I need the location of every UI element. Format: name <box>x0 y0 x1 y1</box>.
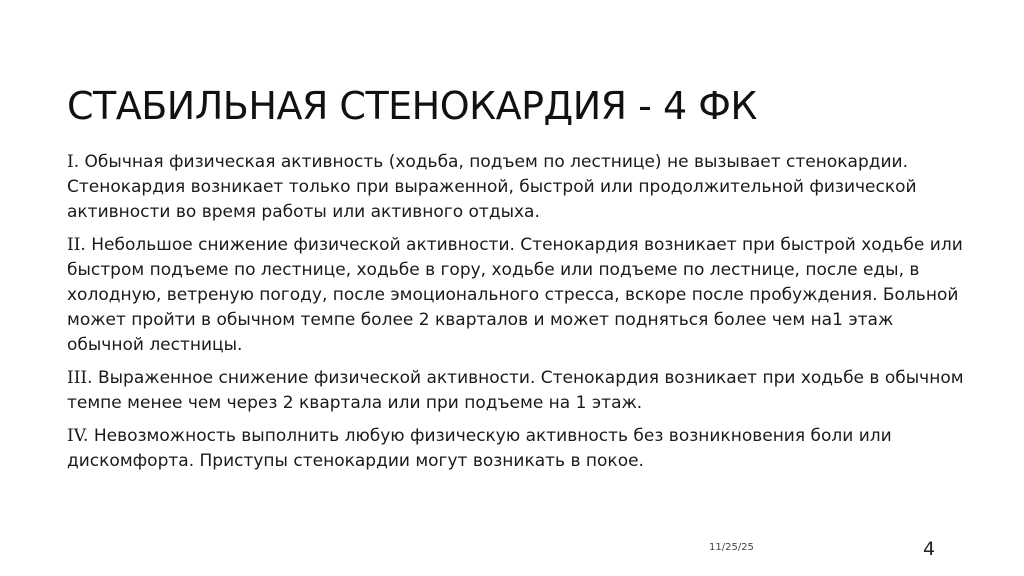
paragraph-class-2 <box>67 233 967 358</box>
page-number: 4 <box>923 538 936 560</box>
footer-date: 11/25/25 <box>709 542 754 553</box>
paragraph-class-3 <box>67 366 967 416</box>
paragraph-text: Обычная физическая активность (ходьба, подъем по лестнице) не вызывает стенокардии. Стенокардия возникает только при выраженной, быстрой или продолжительной физической активности во время работы или активного отдыха. <box>67 152 917 222</box>
slide-body <box>67 150 967 482</box>
slide-title: СТАБИЛЬНАЯ СТЕНОКАРДИЯ - 4 ФК <box>67 84 757 128</box>
class-numeral: II. <box>67 235 86 255</box>
paragraph-class-1 <box>67 150 967 225</box>
class-numeral: I. <box>67 152 80 172</box>
paragraph-text: Небольшое снижение физической активности. Стенокардия возникает при быстрой ходьбе или быстром подъеме по лестнице, ходьбе в гору, ходьбе или подъеме по лестнице, после еды, в холодную, ветреную погоду, после эмоционального стресса, вскоре после пробуждения. Больной может пройти в обычном темпе более 2 кварталов и может подняться более чем на1 этаж обычной лестницы. <box>67 235 963 355</box>
paragraph-text: Невозможность выполнить любую физическую активность без возникновения боли или дискомфорта. Приступы стенокардии могут возникать в покое. <box>67 426 892 471</box>
paragraph-class-4 <box>67 424 967 474</box>
class-numeral: IV. <box>67 426 89 446</box>
class-numeral: III. <box>67 368 93 388</box>
paragraph-text: Выраженное снижение физической активности. Стенокардия возникает при ходьбе в обычном темпе менее чем через 2 квартала или при подъеме на 1 этаж. <box>67 368 964 413</box>
